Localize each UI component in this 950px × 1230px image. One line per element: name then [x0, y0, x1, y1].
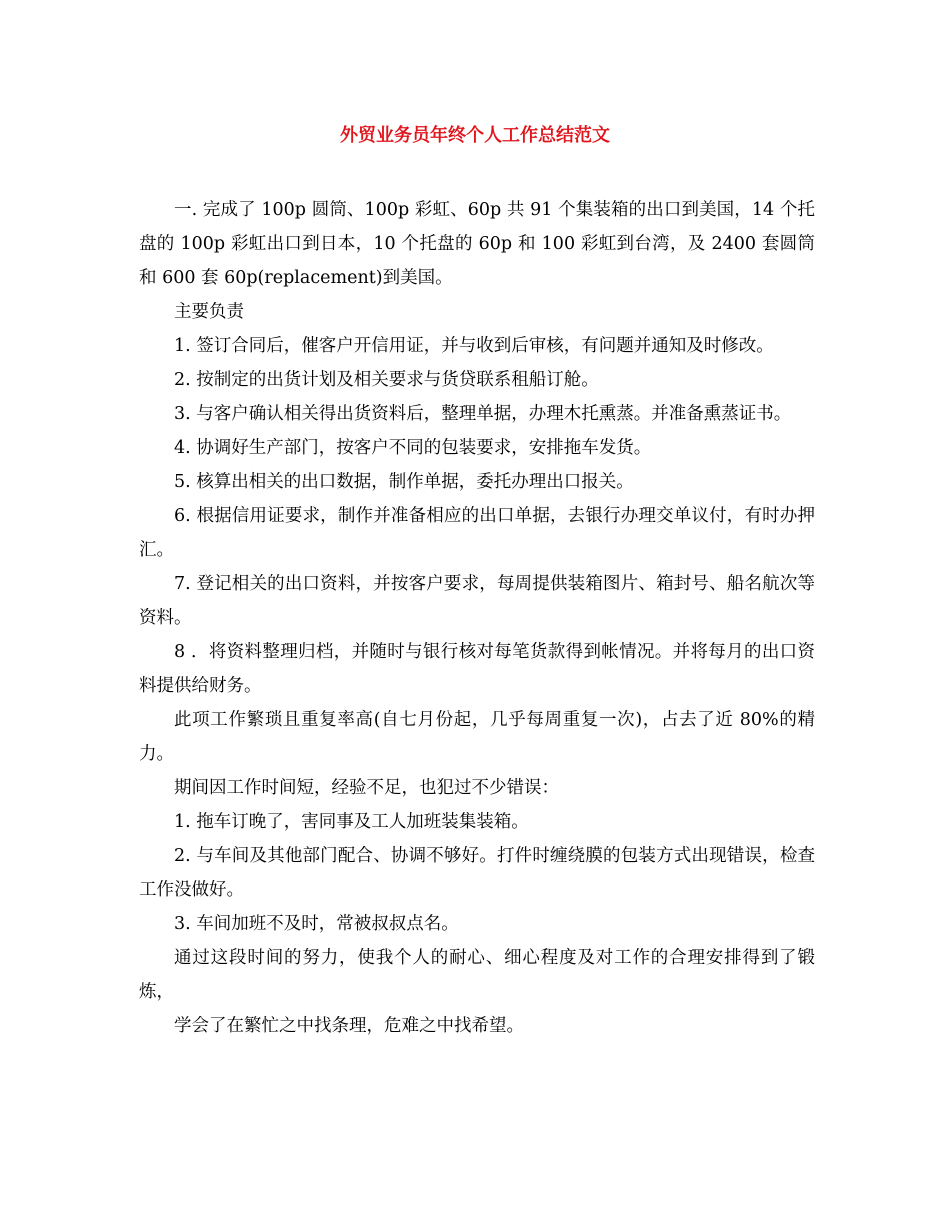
document-body [139, 193, 815, 1043]
mistake-item-3: 3. 车间加班不及时，常被叔叔点名。 [174, 914, 459, 934]
paragraph-heading-responsibilities: 主要负责 [174, 302, 244, 322]
paragraph-summary: 一. 完成了 100p 圆筒、100p 彩虹、60p 共 91 个集装箱的出口到美国，14 个托盘的 100p 彩虹出口到日本，10 个托盘的 60p 和 100 彩虹到台湾，及 2400 套圆筒和 600 套 60p(replacement)到美国。 [139, 200, 815, 288]
responsibility-item-5: 5. 核算出相关的出口数据，制作单据，委托办理出口报关。 [174, 472, 634, 492]
responsibility-item-6: 6. 根据信用证要求，制作并准备相应的出口单据，去银行办理交单议付，有时办押汇。 [139, 506, 815, 560]
responsibility-item-7: 7. 登记相关的出口资料，并按客户要求，每周提供装箱图片、箱封号、船名航次等资料。 [139, 574, 815, 628]
document-title: 外贸业务员年终个人工作总结范文 [340, 125, 610, 146]
mistake-item-1: 1. 拖车订晚了，害同事及工人加班装集装箱。 [174, 812, 529, 832]
responsibility-item-3: 3. 与客户确认相关得出货资料后，整理单据，办理木托熏蒸。并准备熏蒸证书。 [174, 404, 792, 424]
paragraph-workload: 此项工作繁琐且重复率高(自七月份起，几乎每周重复一次)，占去了近 80%的精力。 [139, 710, 815, 764]
mistake-item-2: 2. 与车间及其他部门配合、协调不够好。打件时缠绕膜的包装方式出现错误，检查工作没做好。 [139, 846, 815, 900]
paragraph-mistakes-intro: 期间因工作时间短，经验不足，也犯过不少错误： [174, 778, 559, 798]
responsibility-item-1: 1. 签订合同后，催客户开信用证，并与收到后审核，有问题并通知及时修改。 [174, 336, 774, 356]
responsibility-item-2: 2. 按制定的出货计划及相关要求与货贷联系租船订舱。 [174, 370, 599, 390]
responsibility-item-8: 8 ．将资料整理归档，并随时与银行核对每笔货款得到帐情况。并将每月的出口资料提供给财务。 [139, 642, 815, 696]
responsibility-item-4: 4. 协调好生产部门，按客户不同的包装要求，安排拖车发货。 [174, 438, 652, 458]
paragraph-reflection: 通过这段时间的努力，使我个人的耐心、细心程度及对工作的合理安排得到了锻炼， [139, 948, 815, 1002]
paragraph-conclusion: 学会了在繁忙之中找条理，危难之中找希望。 [174, 1016, 524, 1036]
